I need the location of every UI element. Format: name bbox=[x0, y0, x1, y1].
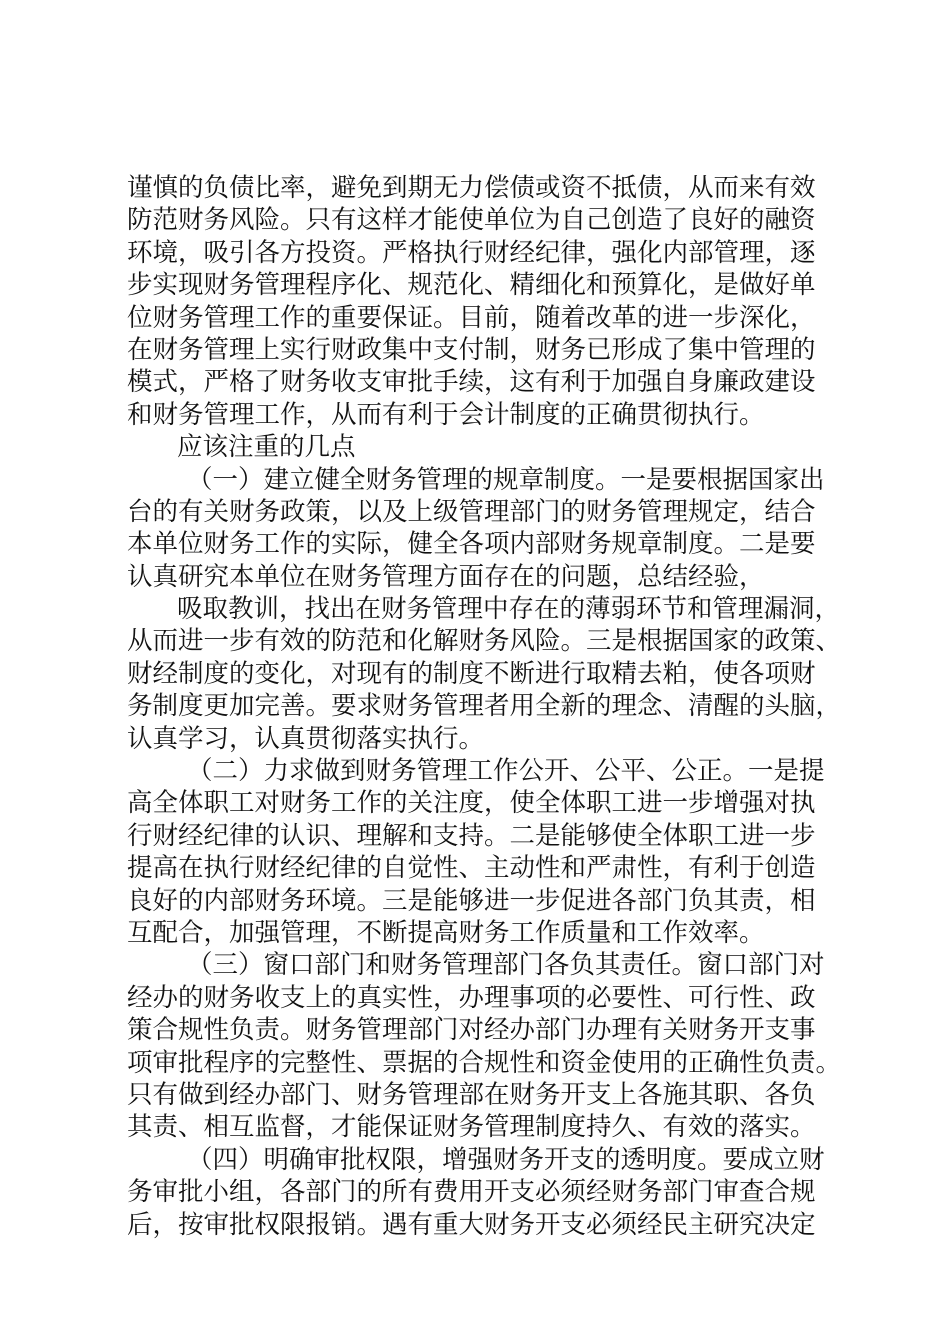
text-line: 位财务管理工作的重要保证。目前，随着改革的进一步深化， bbox=[127, 302, 816, 333]
text-line: 务审批小组，各部门的所有费用开支必须经财务部门审查合规 bbox=[127, 1177, 816, 1208]
text-line: 台的有关财务政策，以及上级管理部门的财务管理规定，结合 bbox=[127, 496, 816, 527]
text-line: 良好的内部财务环境。三是能够进一步促进各部门负其责，相 bbox=[127, 885, 816, 916]
text-line: 认真研究本单位在财务管理方面存在的问题，总结经验， bbox=[127, 561, 765, 592]
text-line: 项审批程序的完整性、票据的合规性和资金使用的正确性负责。 bbox=[127, 1047, 842, 1078]
text-line: 后，按审批权限报销。遇有重大财务开支必须经民主研究决定 bbox=[127, 1209, 816, 1240]
paragraph-start: （三）窗口部门和财务管理部门各负其责任。窗口部门对 bbox=[187, 950, 825, 981]
text-line: 认真学习，认真贯彻落实执行。 bbox=[127, 723, 485, 754]
text-line: 和财务管理工作，从而有利于会计制度的正确贯彻执行。 bbox=[127, 399, 765, 430]
text-line: 互配合，加强管理，不断提高财务工作质量和工作效率。 bbox=[127, 917, 765, 948]
text-line: 经办的财务收支上的真实性，办理事项的必要性、可行性、政 bbox=[127, 982, 816, 1013]
text-line: 提高在执行财经纪律的自觉性、主动性和严肃性，有利于创造 bbox=[127, 853, 816, 884]
text-line: 策合规性负责。财务管理部门对经办部门办理有关财务开支事 bbox=[127, 1015, 816, 1046]
text-line: 高全体职工对财务工作的关注度，使全体职工进一步增强对执 bbox=[127, 788, 816, 819]
paragraph-start: 吸取教训，找出在财务管理中存在的薄弱环节和管理漏洞， bbox=[177, 594, 841, 625]
text-line: 环境，吸引各方投资。严格执行财经纪律，强化内部管理，逐 bbox=[127, 237, 816, 268]
paragraph-start: （四）明确审批权限，增强财务开支的透明度。要成立财 bbox=[187, 1144, 825, 1175]
paragraph-start: （二）力求做到财务管理工作公开、公平、公正。一是提 bbox=[187, 756, 825, 787]
text-line: 谨慎的负债比率，避免到期无力偿债或资不抵债，从而来有效 bbox=[127, 173, 816, 203]
text-line: 步实现财务管理程序化、规范化、精细化和预算化，是做好单 bbox=[127, 270, 816, 301]
text-line: 防范财务风险。只有这样才能使单位为自己创造了良好的融资 bbox=[127, 205, 816, 236]
text-line: 在财务管理上实行财政集中支付制，财务已形成了集中管理的 bbox=[127, 334, 816, 365]
text-line: 模式，严格了财务收支审批手续，这有利于加强自身廉政建设 bbox=[127, 367, 816, 398]
body-text bbox=[127, 172, 855, 1241]
text-line: 务制度更加完善。要求财务管理者用全新的理念、清醒的头脑， bbox=[127, 691, 842, 722]
text-line: 财经制度的变化，对现有的制度不断进行取精去粕，使各项财 bbox=[127, 658, 816, 689]
text-line: 行财经纪律的认识、理解和支持。二是能够使全体职工进一步 bbox=[127, 820, 816, 851]
text-line: 从而进一步有效的防范和化解财务风险。三是根据国家的政策、 bbox=[127, 626, 842, 657]
paragraph-start: （一）建立健全财务管理的规章制度。一是要根据国家出 bbox=[187, 464, 825, 495]
text-line: 只有做到经办部门、财务管理部在财务开支上各施其职、各负 bbox=[127, 1079, 816, 1110]
section-heading: 应该注重的几点 bbox=[177, 432, 356, 463]
text-line: 本单位财务工作的实际，健全各项内部财务规章制度。二是要 bbox=[127, 529, 816, 560]
text-line: 其责、相互监督，才能保证财务管理制度持久、有效的落实。 bbox=[127, 1112, 816, 1143]
